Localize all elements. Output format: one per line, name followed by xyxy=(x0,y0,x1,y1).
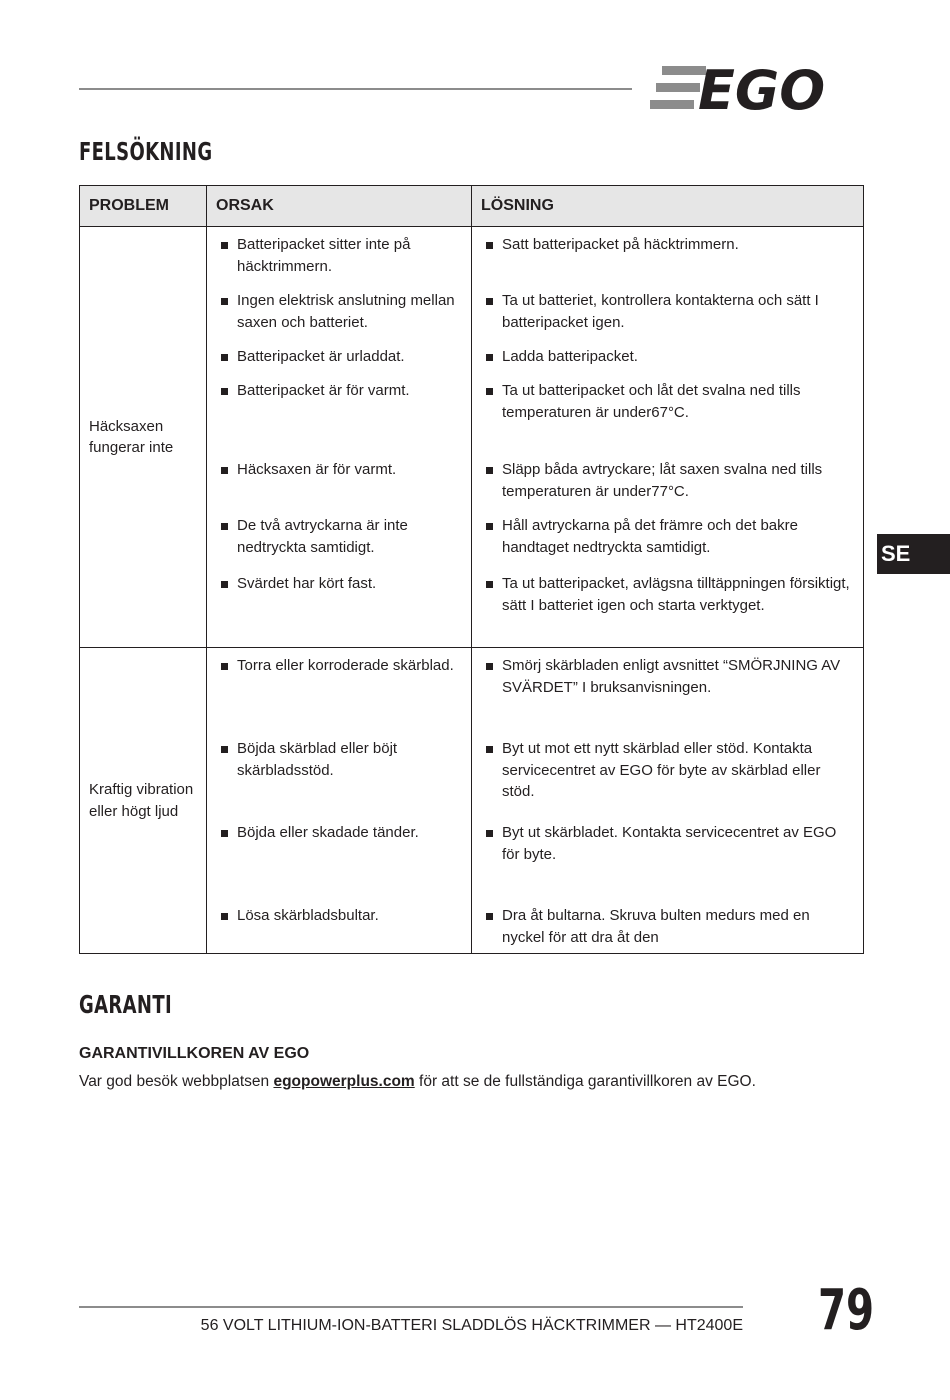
solution-item: Ladda batteripacket. xyxy=(484,346,855,380)
page-number: 79 xyxy=(818,1278,875,1343)
table-header-row xyxy=(80,186,864,227)
cause-item: Svärdet har kört fast. xyxy=(219,573,463,629)
language-tab-se: SE xyxy=(877,534,950,574)
solution-item: Byt ut skärbladet. Kontakta servicecentret av EGO för byte. xyxy=(484,822,855,905)
problem-cell: Kraftig vibration eller högt ljud xyxy=(80,648,207,954)
warranty-subtitle: GARANTIVILLKOREN AV EGO xyxy=(79,1045,310,1062)
warranty-title: GARANTI xyxy=(79,990,173,1019)
warranty-text xyxy=(79,1073,756,1091)
solution-item: Satt batteripacket på häcktrimmern. xyxy=(484,234,855,290)
solution-item: Ta ut batteripacket och låt det svalna ned tills temperaturen är under67°C. xyxy=(484,380,855,459)
cause-cell xyxy=(207,648,472,954)
logo-text: EGO xyxy=(698,64,826,112)
warranty-text-after: för att se de fullständiga garantivillkoren av EGO. xyxy=(414,1073,756,1090)
cause-item: Böjda eller skadade tänder. xyxy=(219,822,463,905)
solution-item: Smörj skärbladen enligt avsnittet “SMÖRJNING AV SVÄRDET” I bruksanvisningen. xyxy=(484,655,855,738)
header-rule xyxy=(79,88,632,90)
solution-item: Ta ut batteriet, kontrollera kontakterna och sätt I batteripacket igen. xyxy=(484,290,855,346)
header-cause: ORSAK xyxy=(207,186,472,227)
warranty-text-before: Var god besök webbplatsen xyxy=(79,1073,274,1090)
footer-text: 56 VOLT LITHIUM-ION-BATTERI SLADDLÖS HÄCKTRIMMER — HT2400E xyxy=(200,1317,743,1334)
cause-item: Batteripacket är urladdat. xyxy=(219,346,463,380)
footer-rule xyxy=(79,1306,743,1308)
cause-item: Häcksaxen är för varmt. xyxy=(219,459,463,515)
header-solution: LÖSNING xyxy=(472,186,864,227)
cause-item: Torra eller korroderade skärblad. xyxy=(219,655,463,738)
solution-cell xyxy=(472,227,864,648)
solution-item: Dra åt bultarna. Skruva bulten medurs med en nyckel för att dra åt den xyxy=(484,905,855,951)
ego-logo xyxy=(650,64,862,112)
troubleshooting-title: FELSÖKNING xyxy=(79,137,213,166)
troubleshooting-table xyxy=(79,185,864,954)
cause-cell xyxy=(207,227,472,648)
cause-item: Batteripacket sitter inte på häcktrimmern. xyxy=(219,234,463,290)
cause-item: Batteripacket är för varmt. xyxy=(219,380,463,459)
header-problem: PROBLEM xyxy=(80,186,207,227)
solution-item: Släpp båda avtryckare; låt saxen svalna ned tills temperaturen är under77°C. xyxy=(484,459,855,515)
table-row xyxy=(80,648,864,954)
cause-item: Ingen elektrisk anslutning mellan saxen och batteriet. xyxy=(219,290,463,346)
problem-cell: Häcksaxen fungerar inte xyxy=(80,227,207,648)
solution-cell xyxy=(472,648,864,954)
warranty-link[interactable]: egopowerplus.com xyxy=(273,1073,415,1090)
solution-item: Ta ut batteripacket, avlägsna tilltäppningen försiktigt, sätt I batteriet igen och starta verktyget. xyxy=(484,573,855,629)
cause-item: Lösa skärbladsbultar. xyxy=(219,905,463,951)
cause-item: Böjda skärblad eller böjt skärbladsstöd. xyxy=(219,738,463,822)
solution-item: Byt ut mot ett nytt skärblad eller stöd. Kontakta servicecentret av EGO för byte av skärblad eller stöd. xyxy=(484,738,855,822)
solution-item: Håll avtryckarna på det främre och det bakre handtaget nedtryckta samtidigt. xyxy=(484,515,855,573)
cause-item: De två avtryckarna är inte nedtryckta samtidigt. xyxy=(219,515,463,573)
table-row xyxy=(80,227,864,648)
